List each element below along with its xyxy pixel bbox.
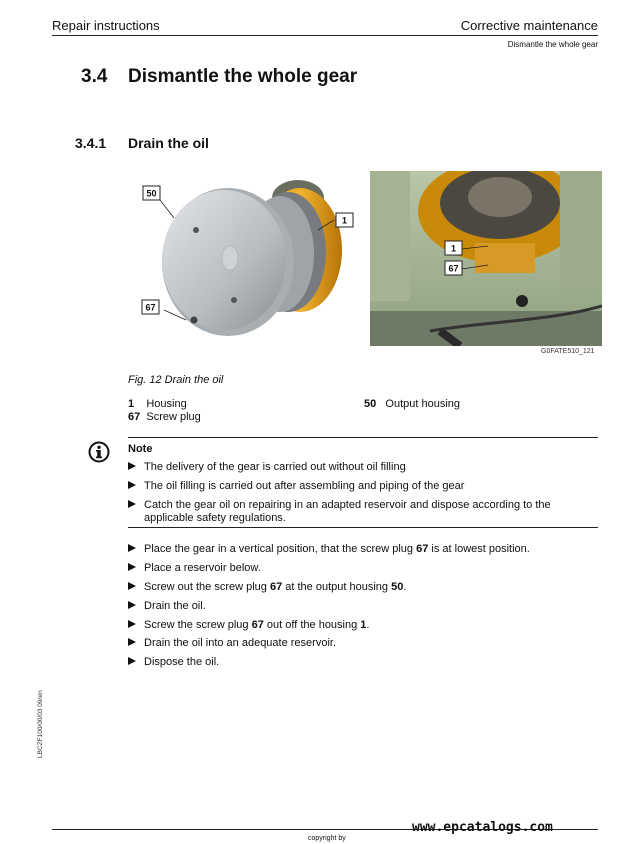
note-title: Note xyxy=(128,443,153,455)
figure-code: G0FATE510_121 xyxy=(541,348,595,355)
legend-item xyxy=(128,411,201,423)
bullet-arrow-icon xyxy=(128,582,136,590)
gear-photo-left xyxy=(138,170,368,345)
note-item: Catch the gear oil on repairing in an adapted reservoir and dispose according to the applicable safety regulations. xyxy=(128,499,598,525)
subsection-title: Drain the oil xyxy=(128,135,209,151)
document-code xyxy=(33,690,47,760)
header-left: Repair instructions xyxy=(52,18,160,33)
legend-label: Screw plug xyxy=(146,411,201,423)
step-item: Screw the screw plug 67 out off the housing 1. xyxy=(128,619,598,632)
subsection-number: 3.4.1 xyxy=(75,135,107,151)
callout-1-right: 1 xyxy=(450,243,457,254)
gear-photo-right xyxy=(370,171,602,346)
info-icon xyxy=(88,441,110,463)
bullet-arrow-icon xyxy=(128,481,136,489)
section-title: Dismantle the whole gear xyxy=(128,66,358,87)
legend-label: Output housing xyxy=(385,398,461,410)
header-divider xyxy=(52,35,598,36)
svg-text:LBCZF100/00/03 09/en: LBCZF100/00/03 09/en xyxy=(37,690,44,758)
header-subtitle: Dismantle the whole gear xyxy=(507,40,598,49)
note-item: The oil filling is carried out after assembling and piping of the gear xyxy=(128,480,598,493)
note-item: The delivery of the gear is carried out without oil filling xyxy=(128,461,598,474)
step-item: Screw out the screw plug 67 at the output housing 50. xyxy=(128,581,598,594)
bullet-arrow-icon xyxy=(128,500,136,508)
bullet-arrow-icon xyxy=(128,544,136,552)
step-item: Place a reservoir below. xyxy=(128,562,598,575)
callout-67: 67 xyxy=(145,302,156,313)
step-item: Drain the oil into an adequate reservoir. xyxy=(128,637,598,650)
legend-item xyxy=(128,398,187,410)
bullet-arrow-icon xyxy=(128,620,136,628)
callout-1: 1 xyxy=(341,215,348,226)
callout-67-right: 67 xyxy=(448,263,459,274)
bullet-arrow-icon xyxy=(128,601,136,609)
footer-watermark: www.epcatalogs.com xyxy=(412,820,553,835)
figure-caption: Fig. 12 Drain the oil xyxy=(128,374,224,386)
legend-num: 50 xyxy=(364,398,377,410)
legend-num: 67 xyxy=(128,411,141,423)
section-number: 3.4 xyxy=(81,66,108,87)
bullet-arrow-icon xyxy=(128,657,136,665)
step-item: Drain the oil. xyxy=(128,600,598,613)
callout-50: 50 xyxy=(146,188,157,199)
bullet-arrow-icon xyxy=(128,638,136,646)
footer-copyright: copyright by xyxy=(308,835,346,842)
legend-item xyxy=(364,398,460,410)
header-right: Corrective maintenance xyxy=(460,18,598,33)
legend-label: Housing xyxy=(146,398,187,410)
step-item: Dispose the oil. xyxy=(128,656,598,669)
bullet-arrow-icon xyxy=(128,563,136,571)
bullet-arrow-icon xyxy=(128,462,136,470)
note-bottom-rule xyxy=(128,527,598,528)
legend-num: 1 xyxy=(128,398,135,410)
note-top-rule xyxy=(128,437,598,438)
step-item: Place the gear in a vertical position, that the screw plug 67 is at lowest position. xyxy=(128,543,598,556)
